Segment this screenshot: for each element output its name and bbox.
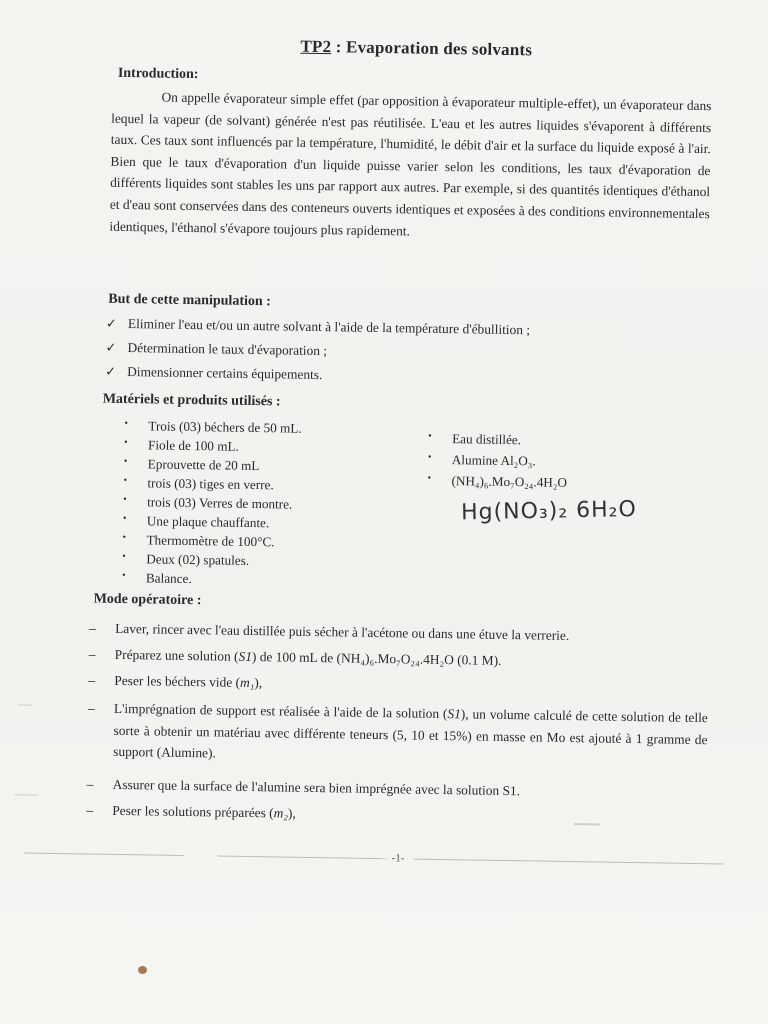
bullet-icon: •	[122, 512, 127, 525]
bullet-icon: •	[121, 569, 126, 582]
mode-heading: Mode opératoire :	[93, 591, 202, 609]
bullet-icon: •	[427, 451, 432, 463]
list-item-text: Balance.	[145, 570, 192, 587]
but-item	[106, 316, 530, 339]
list-item-text: Thermomètre de 100°C.	[146, 532, 275, 550]
title-separator: :	[331, 37, 347, 57]
scan-smudge	[18, 704, 32, 705]
dash-icon: –	[88, 646, 96, 662]
mode-step-text: Peser les béchers vide (m₁),	[114, 672, 263, 691]
list-item	[122, 550, 250, 569]
list-item-text: trois (03) Verres de montre.	[147, 494, 293, 512]
bullet-icon: •	[427, 472, 432, 484]
scan-smudge	[15, 794, 39, 795]
list-item	[123, 455, 260, 474]
bullet-icon: •	[124, 436, 128, 449]
check-icon: ✓	[105, 315, 117, 331]
dash-icon: –	[86, 776, 94, 792]
page-title	[6, 32, 768, 65]
handwritten-annotation: Hg(NO₃)₂ 6H₂O	[460, 496, 638, 526]
but-item	[105, 364, 322, 383]
bullet-icon: •	[122, 550, 126, 563]
materiels-heading: Matériels et produits utilisés :	[102, 391, 281, 410]
but-item-text: Dimensionner certains équipements.	[127, 364, 323, 383]
bullet-icon: •	[428, 430, 432, 442]
footer-divider	[414, 859, 724, 865]
mode-step	[86, 799, 706, 830]
list-item	[427, 451, 536, 469]
but-item	[105, 340, 327, 359]
list-item	[122, 531, 275, 550]
introduction-paragraph	[109, 86, 711, 247]
footer-divider	[218, 855, 388, 859]
mode-step-text: L'imprégnation de support est réalisée à l'aide de la solution (S1), un volume calculé de cette solution de telle sorte à obtenir un matériau avec différente teneurs (5, 10 et 15%) en masse en Mo est ajouté à 1 gramme de support (Alumine).	[113, 700, 708, 761]
mode-step-text: Peser les solutions préparées (m₂),	[112, 802, 296, 821]
bullet-icon: •	[123, 493, 127, 506]
list-item	[123, 474, 274, 493]
list-item	[428, 430, 522, 448]
list-item-text: Eau distillée.	[452, 431, 522, 448]
page-number: -1-	[391, 852, 405, 865]
title-text: Evaporation des solvants	[345, 37, 533, 60]
mode-step-text: Préparez une solution (S1) de 100 mL de (NH₄)₆.Mo₇O₂₄.4H₂O (0.1 M).	[114, 646, 502, 668]
bullet-icon: •	[124, 417, 128, 430]
list-item-text: Deux (02) spatules.	[146, 551, 250, 568]
but-heading: But de cette manipulation :	[108, 291, 271, 310]
list-item-text: Fiole de 100 mL.	[147, 437, 240, 454]
list-item	[124, 417, 302, 436]
bullet-icon: •	[123, 474, 128, 487]
mode-step-text: Laver, rincer avec l'eau distillée puis sécher à l'acétone ou dans une étuve la verrerie.	[115, 620, 570, 643]
footer-divider	[24, 852, 184, 856]
list-item	[122, 512, 270, 531]
bullet-icon: •	[122, 531, 127, 544]
list-item	[427, 472, 568, 491]
dash-icon: –	[87, 700, 95, 716]
but-item-text: Détermination le taux d'évaporation ;	[127, 340, 328, 359]
mode-step	[88, 669, 708, 700]
but-item-text: Eliminer l'eau et/ou un autre solvant à l'aide de la température d'ébullition ;	[127, 316, 531, 338]
introduction-text: On appelle évaporateur simple effet (par opposition à évaporateur multiple-effet), un évaporateur dans lequel la vapeur (de solvant) générée n'est pas réutilisée. L'eau et les autres liquides s'évaporent à différents taux. Ces taux sont influencés par la température, l'humidité, le débit d'air et la surface du liquide exposé à l'air. Bien que le taux d'évaporation d'un liquide puisse varier selon les conditions, les taux d'évaporation de différents liquides sont stables les uns par rapport aux autres. Par exemple, si des quantités identiques d'éthanol et d'eau sont conservées dans des conteneurs ouverts identiques et exposées à des conditions environnementales identiques, l'éthanol s'évapore toujours plus rapidement.	[109, 89, 712, 239]
list-item	[123, 493, 293, 512]
scan-speck	[138, 966, 147, 974]
title-tp-number: TP2	[300, 36, 332, 57]
check-icon: ✓	[105, 363, 117, 379]
list-item-text: Eprouvette de 20 mL	[147, 456, 260, 474]
list-item-text: Alumine Al₂O₃.	[451, 452, 536, 469]
check-icon: ✓	[105, 339, 117, 355]
dash-icon: –	[88, 672, 96, 688]
bullet-icon: •	[123, 455, 128, 468]
scan-smudge	[574, 823, 600, 825]
list-item-text: trois (03) tiges en verre.	[147, 475, 274, 493]
list-item-text: (NH₄)₆.Mo₇O₂₄.4H₂O	[451, 473, 568, 490]
list-item	[124, 436, 240, 454]
list-item-text: Trois (03) béchers de 50 mL.	[148, 418, 302, 436]
mode-step-text: Assurer que la surface de l'alumine sera bien imprégnée avec la solution S1.	[112, 776, 521, 799]
dash-icon: –	[89, 620, 96, 636]
list-item-text: Une plaque chauffante.	[146, 513, 270, 531]
dash-icon: –	[86, 802, 94, 818]
mode-step	[87, 697, 708, 771]
introduction-heading: Introduction:	[117, 65, 199, 83]
list-item	[121, 569, 192, 587]
